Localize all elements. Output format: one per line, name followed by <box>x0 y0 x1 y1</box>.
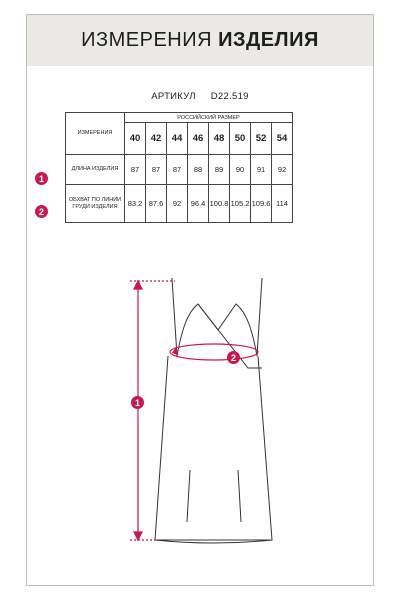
header-title-light: ИЗМЕРЕНИЯ <box>81 29 213 51</box>
size-header: 40 <box>125 123 146 155</box>
table-cell: 109.6 <box>251 185 272 223</box>
skirt-outline <box>155 356 272 540</box>
article-label: АРТИКУЛ <box>151 91 196 102</box>
length-arrow-head-bottom <box>134 532 142 540</box>
size-header: 44 <box>167 123 188 155</box>
size-header: 46 <box>188 123 209 155</box>
table-cell: 88 <box>188 155 209 185</box>
table-cell: 105.2 <box>230 185 251 223</box>
table-cell: 89 <box>209 155 230 185</box>
size-header: 48 <box>209 123 230 155</box>
table-corner-label: ИЗМЕРЕНИЯ <box>66 113 125 155</box>
skirt-fold-left <box>187 470 190 522</box>
bodice-left <box>177 304 218 356</box>
chest-marker-badge: 2 <box>227 351 240 364</box>
table-cell: 83.2 <box>125 185 146 223</box>
chest-ellipse <box>170 344 258 360</box>
table-cell: 87 <box>167 155 188 185</box>
table-cell: 100.8 <box>209 185 230 223</box>
table-group-label: РОССИЙСКИЙ РАЗМЕР <box>125 113 293 123</box>
right-strap <box>257 278 262 356</box>
skirt-fold-right <box>238 470 241 522</box>
table-cell: 92 <box>167 185 188 223</box>
table-cell: 90 <box>230 155 251 185</box>
length-marker-badge: 1 <box>131 396 144 409</box>
row-label-chest: ОБХВАТ ПО ЛИНИИ ГРУДИ ИЗДЕЛИЯ <box>66 185 125 223</box>
row-marker-1: 1 <box>35 172 48 185</box>
table-cell: 114 <box>272 185 293 223</box>
row-marker-2: 2 <box>35 205 48 218</box>
table-cell: 91 <box>251 155 272 185</box>
table-cell: 87.6 <box>146 185 167 223</box>
row-label-length: ДЛИНА ИЗДЕЛИЯ <box>66 155 125 185</box>
size-header: 52 <box>251 123 272 155</box>
size-header: 50 <box>230 123 251 155</box>
header-title-bold: ИЗДЕЛИЯ <box>218 29 319 51</box>
size-header: 54 <box>272 123 293 155</box>
table-cell: 96.4 <box>188 185 209 223</box>
table-cell: 92 <box>272 155 293 185</box>
table-cell: 87 <box>125 155 146 185</box>
article-code: D22.519 <box>210 91 249 102</box>
table-cell: 87 <box>146 155 167 185</box>
length-arrow-head-top <box>134 281 142 289</box>
left-strap <box>172 278 177 356</box>
size-header: 42 <box>146 123 167 155</box>
